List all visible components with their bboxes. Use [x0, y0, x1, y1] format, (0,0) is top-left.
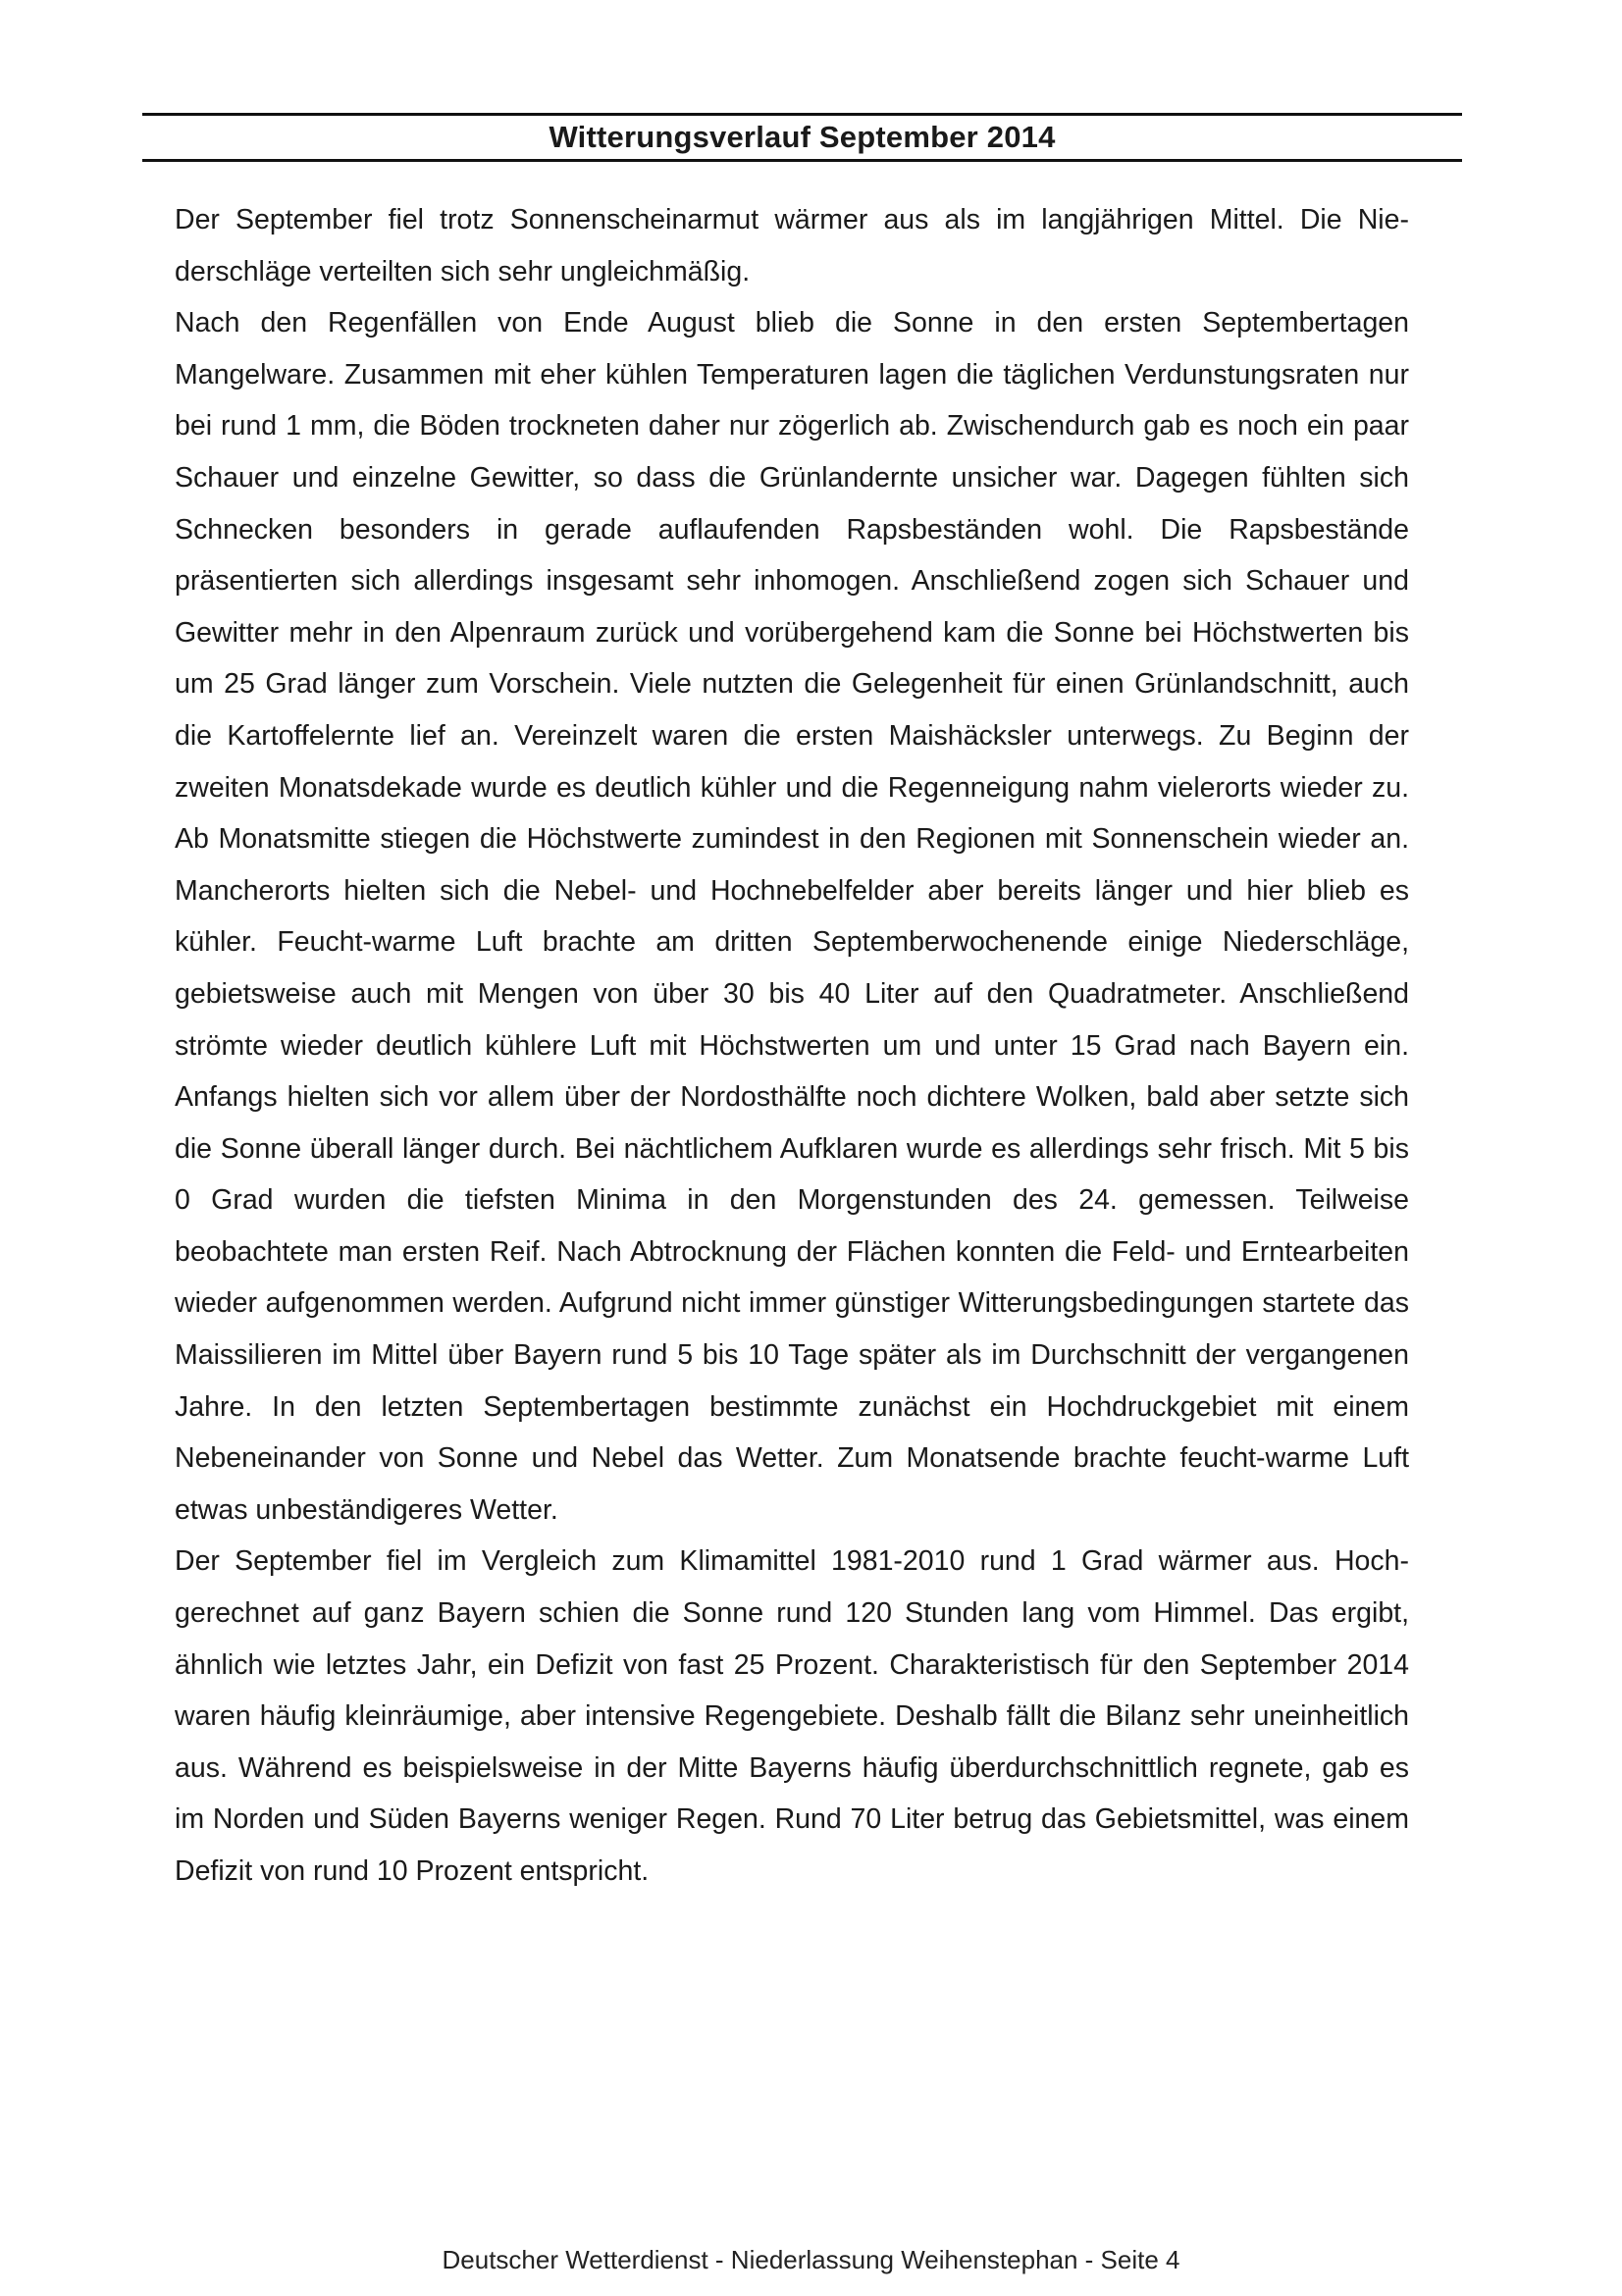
paragraph-intro: Der September fiel trotz Sonnenscheinarmut wärmer aus als im langjährigen Mittel. Die Niederschläge verteilten sich sehr ungleichmäßig. [175, 204, 1409, 287]
body-text [175, 194, 1409, 1898]
page-title: Witterungsverlauf September 2014 [549, 120, 1056, 154]
title-band [142, 113, 1462, 162]
paragraph-summary: Der September fiel im Vergleich zum Klimamittel 1981-2010 rund 1 Grad wärmer aus. Hochgerechnet auf ganz Bayern schien die Sonne rund 120 Stunden lang vom Himmel. Das ergibt, ähnlich wie letztes Jahr, ein Defizit von fast 25 Prozent. Charakteristisch für den September 2014 waren häufig kleinräumige, aber intensive Regengebiete. Deshalb fällt die Bilanz sehr uneinheitlich aus. Während es beispielsweise in der Mitte Bayerns häufig überdurchschnittlich regnete, gab es im Norden und Süden Bayerns weniger Regen. Rund 70 Liter betrug das Gebietsmittel, was einem Defizit von rund 10 Prozent entspricht. [175, 1545, 1409, 1887]
paragraph-weather-course: Nach den Regenfällen von Ende August blieb die Sonne in den ersten Septembertagen Mangelware. Zusammen mit eher kühlen Temperaturen lagen die täglichen Verdunstungsraten nur bei rund 1 mm, die Böden trockneten daher nur zögerlich ab. Zwischendurch gab es noch ein paar Schauer und einzelne Gewitter, so dass die Grünlandernte unsicher war. Dagegen fühlten sich Schnecken besonders in gerade auflaufenden Rapsbeständen wohl. Die Rapsbestände präsentierten sich allerdings insgesamt sehr inhomogen. Anschließend zogen sich Schauer und Gewitter mehr in den Alpenraum zurück und vorübergehend kam die Sonne bei Höchstwerten bis um 25 Grad länger zum Vorschein. Viele nutzten die Gelegenheit für einen Grünlandschnitt, auch die Kartoffelernte lief an. Vereinzelt waren die ersten Maishäcksler unterwegs. Zu Beginn der zweiten Monatsdekade wurde es deutlich kühler und die Regenneigung nahm vielerorts wieder zu. Ab Monatsmitte stiegen die Höchstwerte zumindest in den Regionen mit Sonnenschein wieder an. Mancherorts hielten sich die Nebel- und Hochnebelfelder aber bereits länger und hier blieb es kühler. Feucht-warme Luft brachte am dritten Septemberwochenende einige Niederschläge, gebietsweise auch mit Mengen von über 30 bis 40 Liter auf den Quadratmeter. Anschließend strömte wieder deutlich kühlere Luft mit Höchstwerten um und unter 15 Grad nach Bayern ein. Anfangs hielten sich vor allem über der Nordosthälfte noch dichtere Wolken, bald aber setzte sich die Sonne überall länger durch. Bei nächtlichem Aufklaren wurde es allerdings sehr frisch. Mit 5 bis 0 Grad wurden die tiefsten Minima in den Morgenstunden des 24. gemessen. Teilweise beobachtete man ersten Reif. Nach Abtrocknung der Flächen konnten die Feld- und Erntearbeiten wieder aufgenommen werden. Aufgrund nicht immer günstiger Witterungsbedingungen startete das Maissilieren im Mittel über Bayern rund 5 bis 10 Tage später als im Durchschnitt der vergangenen Jahre. In den letzten Septembertagen bestimmte zunächst ein Hochdruckgebiet mit einem Nebeneinander von Sonne und Nebel das Wetter. Zum Monatsende brachte feucht-warme Luft etwas unbeständigeres Wetter. [175, 307, 1409, 1526]
page-footer: Deutscher Wetterdienst - Niederlassung Weihenstephan - Seite 4 [442, 2245, 1180, 2274]
